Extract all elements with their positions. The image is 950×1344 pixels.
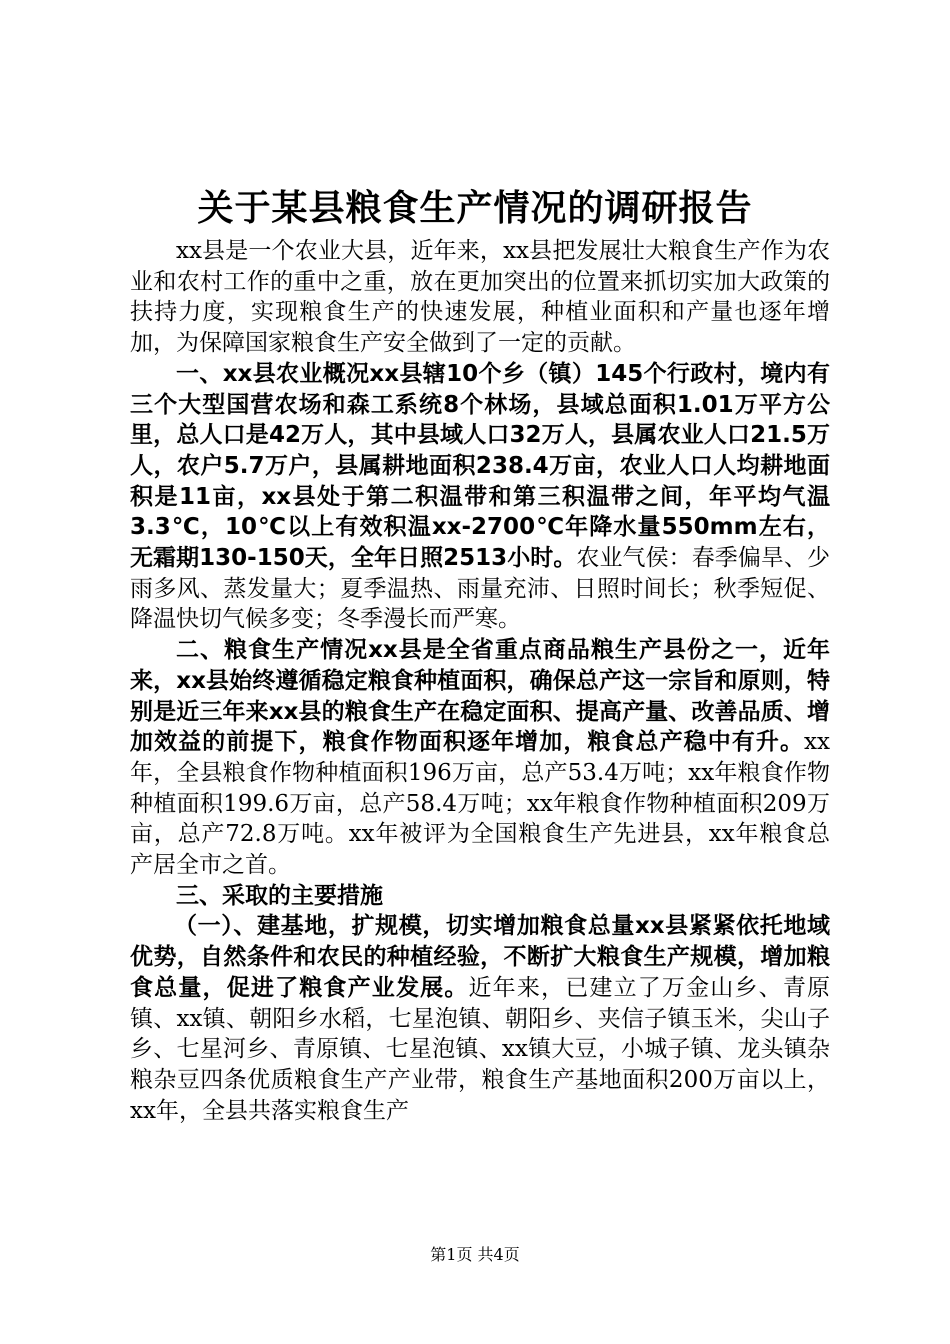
section-2-bold: 二、粮食生产情况xx县是全省重点商品粮生产县份之一，近年来，xx县始终遵循稳定粮食种植面积，确保总产这一宗旨和原则，特别是近三年来xx县的粮食生产在稳定面积、提高产量、改善品质、增加效益的前提下，粮食作物面积逐年增加，粮食总产稳中有升。 xyxy=(130,637,830,756)
subsection-1-bold: （一）、建基地，扩规模，切实增加粮食总量xx县紧紧依托地域优势，自然条件和农民的种植经验，不断扩大粮食生产规模，增加粮食总量，促进了粮食产业发展。 xyxy=(130,913,830,1001)
section-3-heading xyxy=(130,881,830,912)
section-1-bold: 一、xx县农业概况xx县辖10个乡（镇）145个行政村，境内有三个大型国营农场和森工系统8个林场，县域总面积1.01万平方公里，总人口是42万人，其中县域人口32万人，县属农业人口21.5万人，农户5.7万户，县属耕地面积238.4万亩，农业人口人均耕地面积是11亩，xx县处于第二积温带和第三积温带之间，年平均气温3.3℃，10℃以上有效积温xx-2700℃年降水量550mm左右，无霜期130-150天，全年日照2513小时。 xyxy=(130,360,830,572)
page-number-footer: 第1页 共4页 xyxy=(430,1245,520,1264)
section-3-bold: 三、采取的主要措施 xyxy=(176,882,383,909)
intro-paragraph-text: xx县是一个农业大县，近年来，xx县把发展壮大粮食生产作为农业和农村工作的重中之重，放在更加突出的位置来抓切实加大政策的扶持力度，实现粮食生产的快速发展，种植业面积和产量也逐年增加，为保障国家粮食生产安全做到了一定的贡献。 xyxy=(130,238,830,357)
intro-paragraph xyxy=(130,236,830,359)
section-1-text: 农业气侯：春季偏旱、少雨多风、蒸发量大；夏季温热、雨量充沛、日照时间长；秋季短促、降温快切气候多变；冬季漫长而严寒。 xyxy=(130,545,830,633)
document-body xyxy=(130,236,830,1126)
section-2-text: xx年，全县粮食作物种植面积196万亩，总产53.4万吨；xx年粮食作物种植面积199.6万亩，总产58.4万吨；xx年粮食作物种植面积209万亩，总产72.8万吨。xx年被评为全国粮食生产先进县，xx年粮食总产居全市之首。 xyxy=(130,729,830,879)
subsection-1-text: 近年来，已建立了万金山乡、青原镇、xx镇、朝阳乡水稻，七星泡镇、朝阳乡、夹信子镇玉米，尖山子乡、七星河乡、青原镇、七星泡镇、xx镇大豆，小城子镇、龙头镇杂粮杂豆四条优质粮食生产产业带，粮食生产基地面积200万亩以上，xx年，全县共落实粮食生产 xyxy=(130,974,831,1124)
document-title: 关于某县粮食生产情况的调研报告 xyxy=(197,188,753,229)
subsection-1-paragraph xyxy=(130,911,830,1126)
section-1-paragraph xyxy=(130,359,830,635)
section-2-paragraph xyxy=(130,635,830,881)
